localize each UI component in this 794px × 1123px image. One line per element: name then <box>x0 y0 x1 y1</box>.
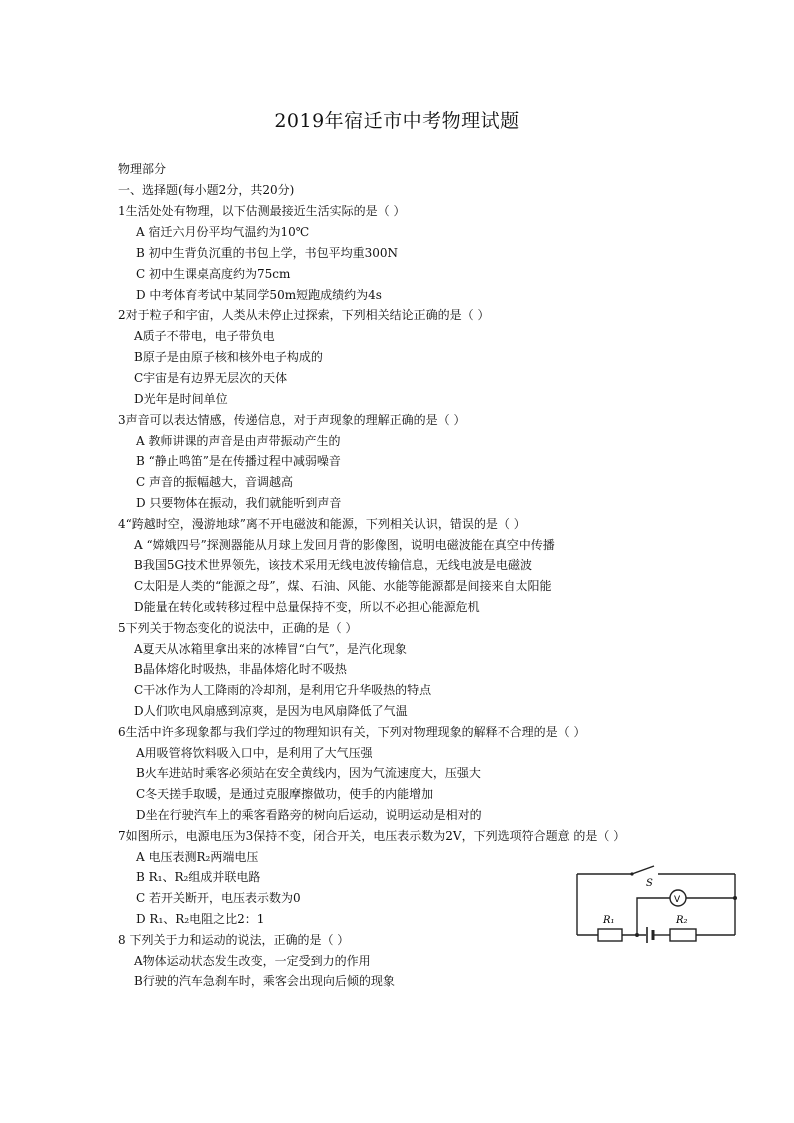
question-7-option-b: B R₁、R₂组成并联电路 <box>136 870 261 884</box>
r1-label: R₁ <box>603 915 615 926</box>
question-8-option-b: B行驶的汽车急刹车时，乘客会出现向后倾的现象 <box>134 974 395 988</box>
junction-dot-left <box>635 933 639 937</box>
question-7-stem: 7如图所示，电源电压为3保持不变，闭合开关，电压表示数为2V，下列选项符合题意 的是（ ） <box>118 829 626 843</box>
question-4-option-c: C太阳是人类的“能源之母”，煤、石油、风能、水能等能源都是间接来自太阳能 <box>134 579 552 593</box>
question-2-option-b: B原子是由原子核和核外电子构成的 <box>134 350 323 364</box>
question-3-option-d: D 只要物体在振动，我们就能听到声音 <box>136 496 342 510</box>
question-5-option-a: A夏天从冰箱里拿出来的冰棒冒“白气”，是汽化现象 <box>134 642 407 656</box>
resistor-r1 <box>598 929 622 941</box>
question-4-stem: 4“跨越时空，漫游地球”离不开电磁波和能源，下列相关认识，错误的是（ ） <box>118 517 526 531</box>
circuit-diagram <box>574 864 738 950</box>
question-3-option-a: A 教师讲课的声音是由声带振动产生的 <box>136 434 341 448</box>
question-3-option-b: B “静止鸣笛”是在传播过程中减弱噪音 <box>136 454 341 468</box>
question-3-stem: 3声音可以表达情感，传递信息，对于声现象的理解正确的是（ ） <box>118 413 466 427</box>
question-6-stem: 6生活中许多现象都与我们学过的物理知识有关，下列对物理现象的解释不合理的是（ ） <box>118 725 586 739</box>
page-title: 2019年宿迁市中考物理试题 <box>274 110 520 132</box>
question-1-option-a: A 宿迁六月份平均气温约为10℃ <box>136 225 310 239</box>
question-8-stem: 8 下列关于力和运动的说法，正确的是（ ） <box>118 933 350 947</box>
question-2-option-c: C宇宙是有边界无层次的天体 <box>134 371 288 385</box>
question-1-option-d: D 中考体育考试中某同学50m短跑成绩约为4s <box>136 288 382 302</box>
section-heading: 物理部分 <box>118 162 167 176</box>
question-6-option-c: C冬天搓手取暖，是通过克服摩擦做功，使手的内能增加 <box>136 787 434 801</box>
question-4-option-a: A “嫦娥四号”探测器能从月球上发回月背的影像图，说明电磁波能在真空中传播 <box>134 538 555 552</box>
voltmeter-label: V <box>674 895 681 905</box>
switch-blade <box>632 866 654 874</box>
question-8-option-a: A物体运动状态发生改变，一定受到力的作用 <box>134 954 371 968</box>
question-6-option-b: B火车进站时乘客必须站在安全黄线内，因为气流速度大，压强大 <box>136 766 481 780</box>
question-2-option-d: D光年是时间单位 <box>134 392 228 406</box>
question-7-option-a: A 电压表测R₂两端电压 <box>136 850 259 864</box>
resistor-r2 <box>670 929 696 941</box>
question-4-option-b: B我国5G技术世界领先，该技术采用无线电波传输信息，无线电波是电磁波 <box>134 558 533 572</box>
question-6-option-a: A用吸管将饮料吸入口中，是利用了大气压强 <box>136 746 373 760</box>
question-6-option-d: D坐在行驶汽车上的乘客看路旁的树向后运动，说明运动是相对的 <box>136 808 482 822</box>
question-4-option-d: D能量在转化或转移过程中总量保持不变，所以不必担心能源危机 <box>134 600 480 614</box>
question-1-stem: 1生活处处有物理，以下估测最接近生活实际的是（ ） <box>118 204 406 218</box>
switch-label: S <box>646 878 653 889</box>
part-heading: 一、选择题(每小题2分，共20分) <box>118 183 295 197</box>
question-7-option-d: D R₁、R₂电阻之比2：1 <box>136 912 265 926</box>
question-5-option-d: D人们吹电风扇感到凉爽，是因为电风扇降低了气温 <box>134 704 408 718</box>
question-2-stem: 2对于粒子和宇宙，人类从未停止过探索，下列相关结论正确的是（ ） <box>118 308 490 322</box>
r2-label: R₂ <box>676 915 688 926</box>
question-5-stem: 5下列关于物态变化的说法中，正确的是（ ） <box>118 621 358 635</box>
junction-dot-right <box>733 896 737 900</box>
question-7-option-c: C 若开关断开，电压表示数为0 <box>136 891 301 905</box>
switch-pivot <box>630 872 633 875</box>
question-5-option-b: B晶体熔化时吸热，非晶体熔化时不吸热 <box>134 662 347 676</box>
question-3-option-c: C 声音的振幅越大，音调越高 <box>136 475 293 489</box>
voltmeter-wire-left <box>637 898 670 935</box>
question-5-option-c: C干冰作为人工降雨的冷却剂，是利用它升华吸热的特点 <box>134 683 432 697</box>
question-2-option-a: A质子不带电，电子带负电 <box>134 329 275 343</box>
question-1-option-b: B 初中生背负沉重的书包上学，书包平均重300N <box>136 246 399 260</box>
question-1-option-c: C 初中生课桌高度约为75cm <box>136 267 291 281</box>
